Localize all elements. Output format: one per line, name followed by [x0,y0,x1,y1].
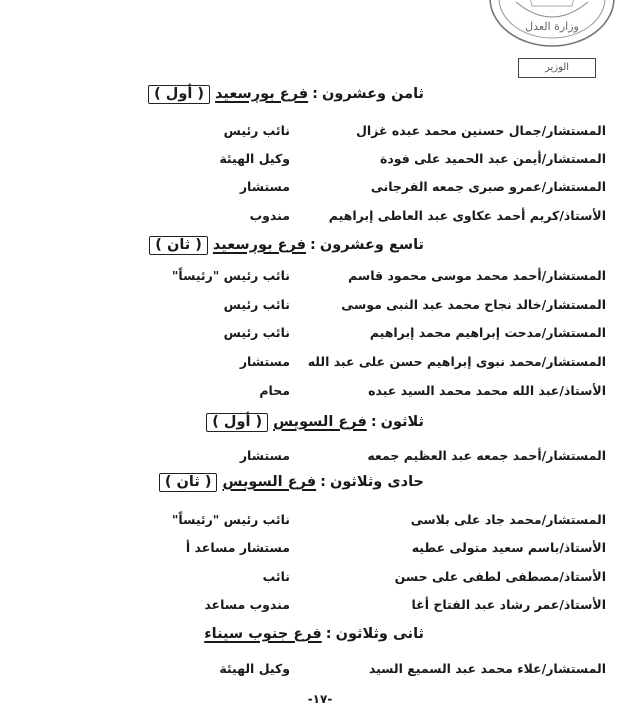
member-row: الأستاذ/عمر رشاد عبد الفتاح أغا مندوب مساعد [204,597,606,612]
member-row: الأستاذ/عبد الله محمد محمد السيد عبده محام [259,383,606,398]
member-row: الأستاذ/باسم سعيد متولى عطيه مستشار مساعد أ [185,540,606,555]
branch-name: فرع السويس( أول ) [206,414,367,430]
branch-qualifier: ( أول ) [206,413,268,432]
branch-name: فرع بورسعيد( أول ) [148,86,308,102]
member-row: الأستاذ/مصطفى لطفى على حسن نائب [262,569,606,584]
member-row: المستشار/مدحت إبراهيم محمد إبراهيم نائب رئيس [223,325,606,340]
section-heading-29: تاسع وعشرون:فرع بورسعيد( ثان ) [149,236,424,255]
section-number: ثامن وعشرون [321,86,424,102]
member-row: المستشار/محمد نبوى إبراهيم حسن على عبد الله مستشار [239,354,606,369]
page-number: -١٧- [307,692,333,706]
section-number: تاسع وعشرون [319,237,424,253]
section-number: ثلاثون [380,414,424,430]
branch-name: فرع السويس( ثان ) [159,474,316,490]
svg-text:وزارة العدل: وزارة العدل [525,20,579,33]
section-heading-31: حادى وثلاثون:فرع السويس( ثان ) [159,473,424,492]
branch-name: فرع جنوب سيناء [204,626,322,642]
branch-qualifier: ( ثان ) [159,473,218,492]
member-row: المستشار/أحمد محمد موسى محمود قاسم نائب رئيس "رئيساً" [171,268,606,283]
branch-name: فرع بورسعيد( ثان ) [149,237,306,253]
member-row: المستشار/أيمن عبد الحميد على فودة وكيل الهيئة [219,151,606,166]
member-row: المستشار/عمرو صبرى جمعه الفرجانى مستشار [239,179,606,194]
section-heading-30: ثلاثون:فرع السويس( أول ) [206,413,424,432]
ministry-seal-logo [486,0,618,50]
member-row: المستشار/خالد نجاح محمد عبد النبى موسى نائب رئيس [223,297,606,312]
branch-qualifier: ( أول ) [148,85,210,104]
member-row: الأستاذ/كريم أحمد عكاوى عبد العاطى إبراهيم مندوب [249,208,606,223]
minister-stamp: الوزير [518,58,596,78]
member-row: المستشار/محمد جاد على بلاسى نائب رئيس "رئيساً" [171,512,606,527]
section-heading-28: ثامن وعشرون:فرع بورسعيد( أول ) [148,85,424,104]
member-row: المستشار/جمال حسنين محمد عبده غزال نائب رئيس [223,123,606,138]
member-row: المستشار/علاء محمد عبد السميع السيد وكيل الهيئة [219,661,606,676]
member-row: المستشار/أحمد جمعه عبد العظيم جمعه مستشار [239,448,606,463]
section-number: ثانى وثلاثون [335,626,424,642]
section-heading-32: ثانى وثلاثون:فرع جنوب سيناء [204,626,424,642]
section-number: حادى وثلاثون [329,474,424,490]
branch-qualifier: ( ثان ) [149,236,208,255]
